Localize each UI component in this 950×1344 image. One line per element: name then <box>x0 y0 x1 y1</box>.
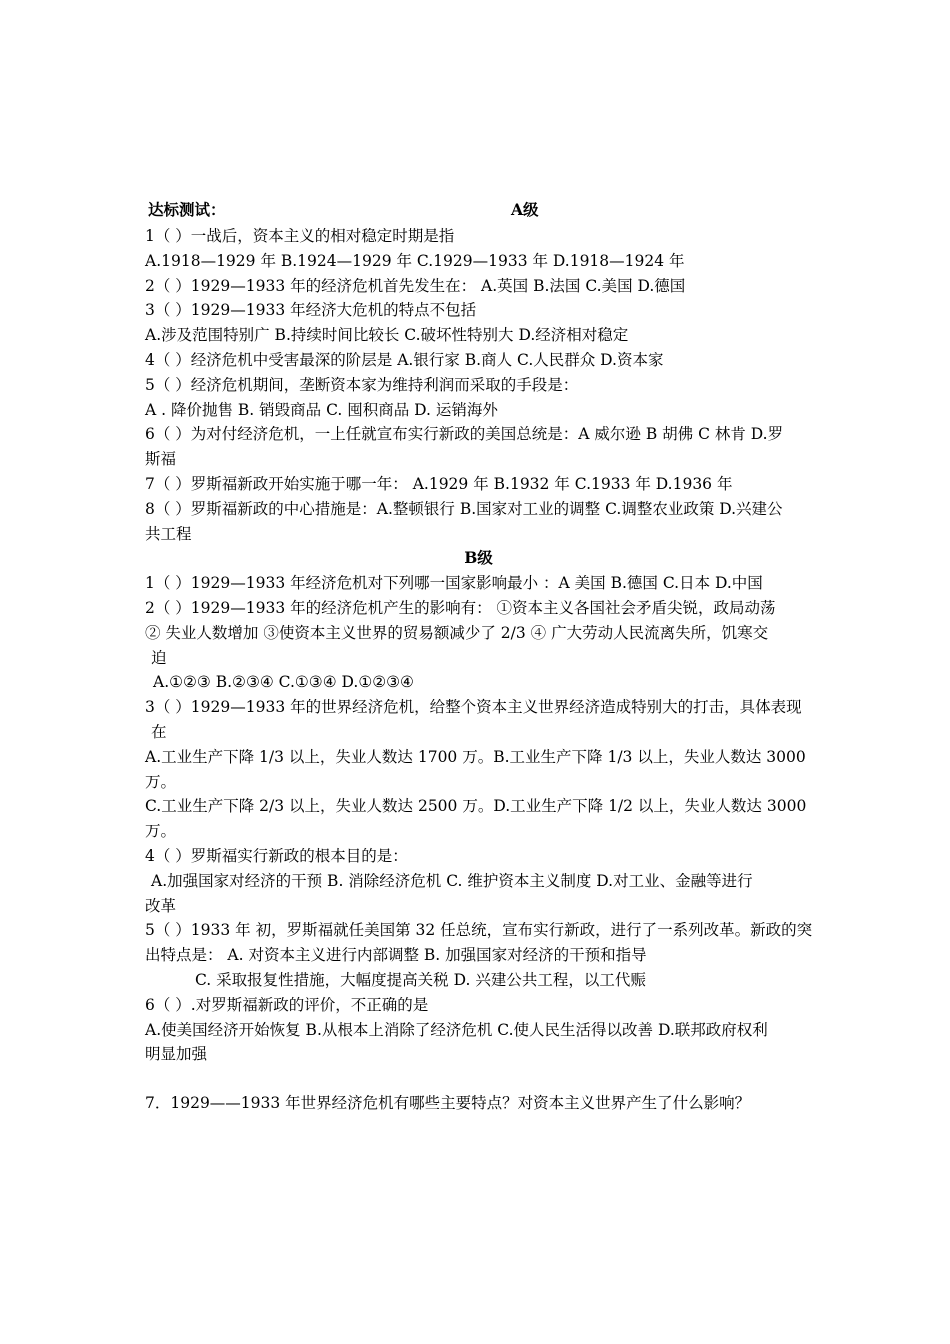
option-line: A . 降价抛售 B. 销毁商品 C. 囤积商品 D. 运销海外 <box>145 400 498 419</box>
document-body <box>145 198 813 1116</box>
section-a <box>145 224 810 546</box>
question-line: 2（ ）1929—1933 年的经济危机产生的影响有： ①资本主义各国社会矛盾尖锐，政局动荡 <box>145 598 776 617</box>
option-line: A.工业生产下降 1/3 以上，失业人数达 1700 万。B.工业生产下降 1/3 以上，失业人数达 3000 <box>145 747 806 766</box>
question-line: 1（ ）一战后，资本主义的相对稳定时期是指 <box>145 227 455 245</box>
section-b <box>145 571 813 1067</box>
question-line: 3（ ）1929—1933 年的世界经济危机，给整个资本主义世界经济造成特别大的打击，具体表现 <box>145 698 802 717</box>
level-b-heading: B级 <box>464 548 493 568</box>
option-line: A.①②③ B.②③④ C.①③④ D.①②③④ <box>153 673 414 692</box>
question-line-continued: 迫 <box>151 648 167 667</box>
question-line: 3（ ）1929—1933 年经济大危机的特点不包括 <box>145 301 477 320</box>
question-line: 4（ ）经济危机中受害最深的阶层是 A.银行家 B.商人 C.人民群众 D.资本家 <box>145 350 664 369</box>
option-line: A.1918—1929 年 B.1924—1929 年 C.1929—1933 年 D.1918—1924 年 <box>145 251 685 270</box>
question-line: 5（ ）1933 年 初，罗斯福就任美国第 32 任总统，宣布实行新政，进行了一系列改革。新政的突 <box>145 921 813 940</box>
question-line: 1（ ）1929—1933 年经济危机对下列哪一国家影响最小 ：A 美国 B.德国 C.日本 D.中国 <box>145 574 763 593</box>
essay-question: 7．1929——1933 年世界经济危机有哪些主要特点？对资本主义世界产生了什么影响？ <box>145 1094 751 1113</box>
spacer <box>145 1067 810 1091</box>
option-line-continued: 万。 <box>145 822 177 841</box>
question-line: 6（ ）为对付经济危机，一上任就宣布实行新政的美国总统是：A 威尔逊 B 胡佛 C 林肯 D.罗 <box>145 425 784 444</box>
question-line: 6（ ）.对罗斯福新政的评价，不正确的是 <box>145 995 429 1014</box>
option-line: C. 采取报复性措施，大幅度提高关税 D. 兴建公共工程，以工代赈 <box>195 970 646 989</box>
option-line-continued: 明显加强 <box>145 1045 208 1064</box>
question-line: 8（ ）罗斯福新政的中心措施是：A.整顿银行 B.国家对工业的调整 C.调整农业政策 D.兴建公 <box>145 499 783 518</box>
option-line: A.加强国家对经济的干预 B. 消除经济危机 C. 维护资本主义制度 D.对工业、金融等进行 <box>151 871 753 890</box>
test-title: 达标测试： <box>148 200 226 219</box>
option-line: A.使美国经济开始恢复 B.从根本上消除了经济危机 C.使人民生活得以改善 D.联邦政府权利 <box>145 1020 768 1039</box>
option-line-continued: 改革 <box>145 896 177 915</box>
question-line: 2（ ）1929—1933 年的经济危机首先发生在： A.英国 B.法国 C.美国 D.德国 <box>145 276 686 295</box>
option-line: C.工业生产下降 2/3 以上，失业人数达 2500 万。D.工业生产下降 1/2 以上，失业人数达 3000 <box>145 797 807 816</box>
question-line: 4（ ）罗斯福实行新政的根本目的是： <box>145 846 408 865</box>
question-line-continued: 在 <box>151 722 167 741</box>
test-header <box>145 198 810 224</box>
option-line: 出特点是： A. 对资本主义进行内部调整 B. 加强国家对经济的干预和指导 <box>145 946 647 965</box>
question-line: 5（ ）经济危机期间，垄断资本家为维持利润而采取的手段是： <box>145 375 579 394</box>
option-line-continued: 万。 <box>145 772 177 791</box>
question-line-continued: 斯福 <box>145 450 177 469</box>
level-a-heading: A级 <box>511 200 539 219</box>
question-line-continued: 共工程 <box>145 524 192 543</box>
option-line: A.涉及范围特别广 B.持续时间比较长 C.破坏性特别大 D.经济相对稳定 <box>145 326 629 345</box>
question-line: 7（ ）罗斯福新政开始实施于哪一年： A.1929 年 B.1932 年 C.1933 年 D.1936 年 <box>145 474 733 493</box>
question-line-continued: ② 失业人数增加 ③使资本主义世界的贸易额减少了 2/3 ④ 广大劳动人民流离失所，饥寒交 <box>145 623 769 642</box>
